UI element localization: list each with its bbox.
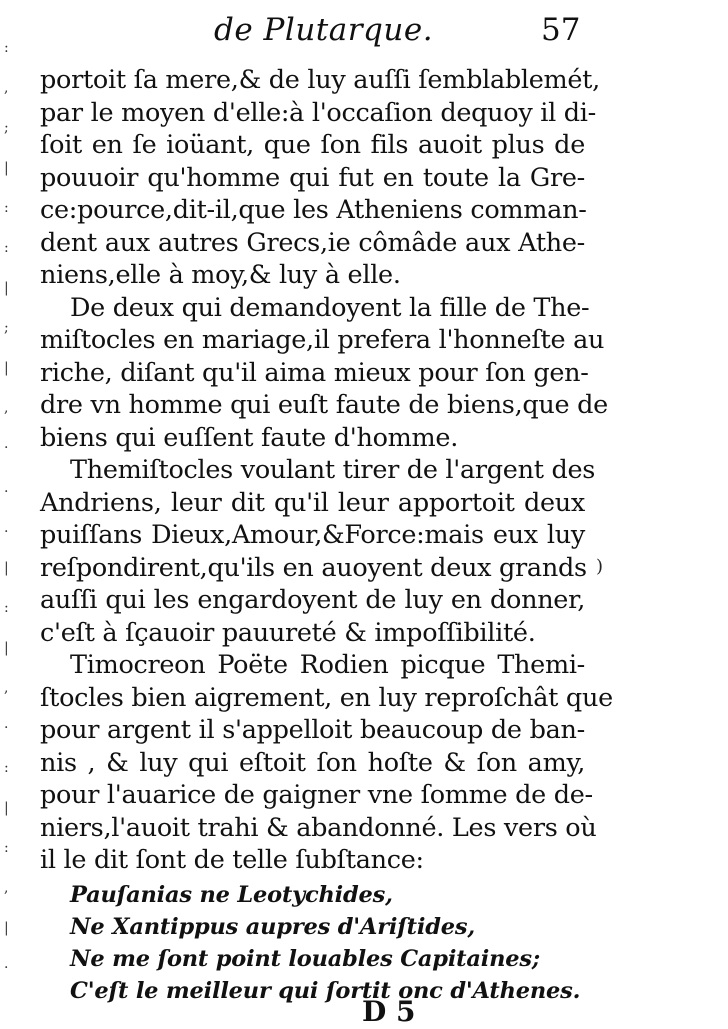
text-line: miſtocles en mariage,il prefera l'honneſte au <box>40 325 605 355</box>
bleed-mark: · <box>4 960 9 976</box>
bleed-mark: | <box>4 280 9 296</box>
bleed-mark: · <box>4 720 9 736</box>
bleed-mark: . <box>4 520 9 536</box>
text-line: riche, diſant qu'il aima mieux pour ſon gen- <box>40 357 589 388</box>
text-line: portoit ſa mere,& de luy auſſi ſemblablemét, <box>40 65 600 95</box>
text-line: pouuoir qu'homme qui fut en toute la Gre- <box>40 162 585 193</box>
bleed-mark: | <box>4 800 9 816</box>
text-line: Andriens, leur dit qu'il leur apportoit deux <box>40 487 585 518</box>
bleed-mark: : <box>4 200 9 216</box>
paragraph <box>40 454 596 649</box>
paragraph <box>40 64 600 292</box>
body-text <box>40 64 613 877</box>
text-line: Themiſtocles voulant tirer de l'argent des <box>70 455 596 485</box>
bleed-mark: ; <box>4 320 9 336</box>
facing-page-bleed <box>0 40 16 1020</box>
text-line: ſoit en ſe ioüant, que ſon fils auoit plus de <box>40 130 585 160</box>
text-line: auſſi qui les engardoyent de luy en donner, <box>40 585 585 615</box>
bleed-mark: | <box>4 920 9 936</box>
bleed-mark: , <box>4 80 9 96</box>
text-line: pour l'auarice de gaigner vne ſomme de de- <box>40 780 593 810</box>
verse-line: Ne Xantippus aupres d'Ariſtides, <box>70 914 475 940</box>
text-line: nis , & luy qui eſtoit ſon hoſte & ſon amy, <box>40 747 585 778</box>
bleed-mark: , <box>4 400 9 416</box>
bleed-mark: | <box>4 560 9 576</box>
text-line: ſtocles bien aigrement, en luy reproſchât que <box>40 682 613 713</box>
paragraph <box>40 649 613 877</box>
bleed-mark: : <box>4 760 9 776</box>
bleed-mark: : <box>4 40 9 56</box>
text-line: niers,l'auoit trahi & abandonné. Les vers où <box>40 812 597 843</box>
bleed-mark: , <box>4 680 9 696</box>
text-line: par le moyen d'elle:à l'occaſion dequoy il di- <box>40 97 596 128</box>
bleed-mark: ; <box>4 120 9 136</box>
text-line: ce:pource,dit-il,que les Atheniens comman- <box>40 195 587 225</box>
bleed-mark: · <box>4 440 9 456</box>
bleed-mark: | <box>4 360 9 376</box>
page-number: 57 <box>541 12 581 48</box>
verse-line: Pauſanias ne Leotychides, <box>70 882 393 908</box>
signature-mark: D 5 <box>362 995 416 1028</box>
running-head: de Plutarque. <box>214 12 434 48</box>
text-line: dre vn homme qui euſt faute de biens,que de <box>40 390 608 420</box>
text-line: il le dit ſont de telle ſubſtance: <box>40 845 424 875</box>
text-line: Timocreon Poëte Rodien picque Themi- <box>70 650 585 680</box>
text-line: c'eſt à ſçauoir pauureté & impoſſibilité. <box>40 617 536 648</box>
verse-line: Ne me ſont point louables Capitaines; <box>70 946 540 972</box>
margin-mark: ) <box>596 556 604 577</box>
text-line: De deux qui demandoyent la fille de The- <box>70 292 590 323</box>
text-line: reſpondirent,qu'ils en auoyent deux grands <box>40 552 587 583</box>
paragraph <box>40 292 608 455</box>
text-line: biens qui euſſent faute d'homme. <box>40 422 459 453</box>
verse-line: C'eſt le meilleur qui ſortit onc d'Athenes. <box>70 978 581 1004</box>
bleed-mark: : <box>4 840 9 856</box>
bleed-mark: , <box>4 880 9 896</box>
bleed-mark: . <box>4 480 9 496</box>
verse-quotation <box>70 879 581 1007</box>
text-line: dent aux autres Grecs,ie cômâde aux Athe- <box>40 227 585 258</box>
bleed-mark: : <box>4 600 9 616</box>
text-line: puiſſans Dieux,Amour,&Force:mais eux luy <box>40 520 585 550</box>
text-line: pour argent il s'appelloit beaucoup de ban- <box>40 715 585 745</box>
bleed-mark: | <box>4 160 9 176</box>
bleed-mark: | <box>4 640 9 656</box>
bleed-mark: : <box>4 240 9 256</box>
text-line: niens,elle à moy,& luy à elle. <box>40 260 401 290</box>
